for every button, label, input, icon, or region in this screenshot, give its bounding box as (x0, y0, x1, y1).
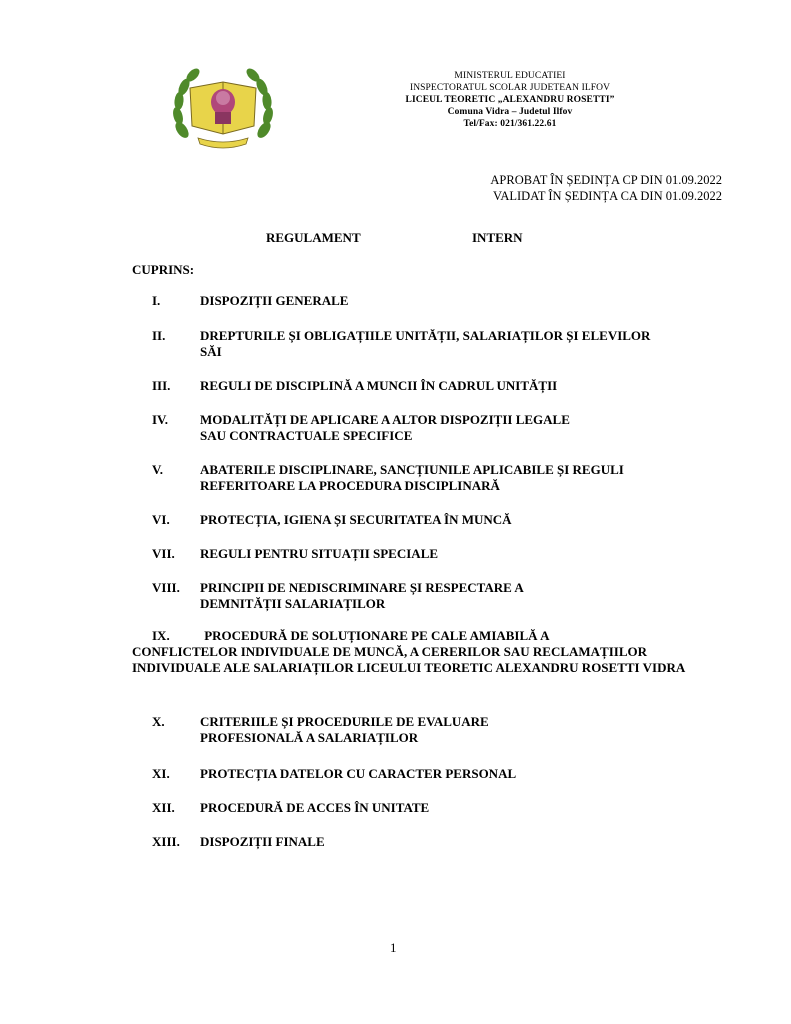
document-title-word1: REGULAMENT (266, 230, 361, 245)
toc-text: DISPOZIȚII GENERALE (200, 293, 349, 308)
toc-number: XII. (152, 800, 175, 815)
toc-line: DEMNITĂȚII SALARIAȚILOR (200, 596, 386, 611)
toc-text: PROTECȚIA, IGIENA ȘI SECURITATEA ÎN MUNCĂ (200, 512, 512, 527)
toc-text: PROCEDURĂ DE ACCES ÎN UNITATE (200, 800, 430, 815)
toc-line (152, 628, 732, 644)
toc-number: II. (152, 328, 166, 343)
toc-text (200, 462, 740, 494)
toc-number: VI. (152, 512, 170, 527)
toc-text (200, 328, 740, 360)
institution-header (380, 70, 640, 130)
school-logo (168, 60, 278, 152)
toc-text: REGULI DE DISCIPLINĂ A MUNCII ÎN CADRUL UNITĂȚII (200, 378, 558, 393)
toc-number: III. (152, 378, 171, 393)
approval-ca: VALIDAT ÎN ȘEDINȚA CA DIN 01.09.2022 (492, 189, 722, 203)
contents-heading: CUPRINS: (132, 262, 195, 277)
toc-text (200, 580, 740, 612)
toc-text: REGULI PENTRU SITUAȚII SPECIALE (200, 546, 439, 561)
toc-line: ABATERILE DISCIPLINARE, SANCȚIUNILE APLICABILE ȘI REGULI (200, 462, 624, 477)
toc-number: XI. (152, 766, 170, 781)
toc-line: CRITERIILE ȘI PROCEDURILE DE EVALUARE (200, 714, 489, 729)
toc-number: V. (152, 462, 163, 477)
approval-block (400, 172, 722, 204)
toc-line: PRINCIPII DE NEDISCRIMINARE ȘI RESPECTARE A (200, 580, 524, 595)
ministry-name: MINISTERUL EDUCATIEI (454, 71, 566, 81)
toc-text: DISPOZIȚII FINALE (200, 834, 325, 849)
toc-number: IX. (152, 628, 170, 643)
toc-text (200, 714, 740, 746)
toc-line: MODALITĂȚI DE APLICARE A ALTOR DISPOZIȚII LEGALE (200, 412, 570, 427)
inspectorate-name: INSPECTORATUL SCOLAR JUDETEAN ILFOV (409, 83, 611, 93)
toc-line: SAU CONTRACTUALE SPECIFICE (200, 428, 413, 443)
toc-text: PROCEDURĂ DE SOLUȚIONARE PE CALE AMIABILĂ A (204, 628, 550, 643)
toc-number: VIII. (152, 580, 180, 595)
toc-number: XIII. (152, 834, 180, 849)
document-title-word2: INTERN (472, 230, 523, 245)
page-number: 1 (390, 940, 397, 955)
toc-text: PROTECȚIA DATELOR CU CARACTER PERSONAL (200, 766, 517, 781)
school-name: LICEUL TEORETIC „ALEXANDRU ROSETTI” (405, 95, 615, 105)
toc-number: X. (152, 714, 165, 729)
toc-line: REFERITOARE LA PROCEDURA DISCIPLINARĂ (200, 478, 500, 493)
toc-item (132, 628, 732, 675)
approval-cp: APROBAT ÎN ȘEDINȚA CP DIN 01.09.2022 (490, 173, 722, 187)
toc-line: CONFLICTELOR INDIVIDUALE DE MUNCĂ, A CERERILOR SAU RECLAMAȚIILOR INDIVIDUALE ALE SALARIAȚILOR LICEULUI TEORETIC ALEXANDRU ROSETTI VIDRA (132, 644, 686, 675)
toc-number: VII. (152, 546, 175, 561)
school-phone: Tel/Fax: 021/361.22.61 (463, 119, 557, 129)
toc-line: SĂI (200, 344, 222, 359)
toc-text (200, 412, 740, 444)
school-address: Comuna Vidra – Judetul Ilfov (447, 107, 573, 117)
toc-line: PROFESIONALĂ A SALARIAȚILOR (200, 730, 419, 745)
toc-number: IV. (152, 412, 169, 427)
toc-line: DREPTURILE ȘI OBLIGAȚIILE UNITĂȚII, SALARIAȚILOR ȘI ELEVILOR (200, 328, 651, 343)
toc-number: I. (152, 293, 161, 308)
